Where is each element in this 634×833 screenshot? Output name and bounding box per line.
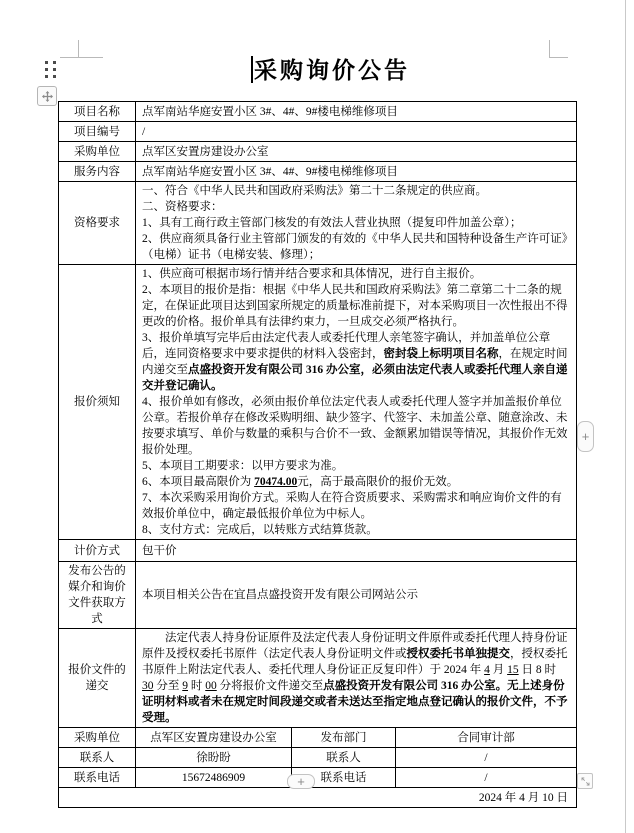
footer-contact-label[interactable]: 联系人 — [59, 748, 136, 768]
add-row-button[interactable]: + — [287, 774, 315, 789]
row-label-submission[interactable]: 报价文件的递交 — [59, 629, 136, 728]
table-row — [59, 788, 577, 808]
notice-cell[interactable] — [136, 265, 577, 540]
main-table — [58, 101, 577, 808]
paragraph[interactable]: 4、报价单如有修改，必须由报价单位法定代表人或委托代理人签字并加盖报价单位公章。若报价单存在修改采购明细、缺少签字、代签字、未加盖公章、随意涂改、未按要求填写、单价与数量的乘积与合价不一致、金额累加错误等情况，其报价作无效报价处理。 — [142, 396, 568, 456]
paragraph[interactable]: 3、报价单填写完毕后由法定代表人或委托代理人亲笔签字确认，并加盖单位公章后，连同资格要求中要求提供的材料入袋密封，密封袋上标明项目名称，在规定时间内递交至点盛投资开发有限公司 316 办公室，必须由法定代表人或委托代理人亲自递交并登记确认。 — [142, 332, 568, 392]
table-row — [59, 162, 577, 182]
paragraph[interactable]: 2、供应商须具备行业主管部门颁发的有效的《中华人民共和国特种设备生产许可证》（电梯）证书（电梯安装、修理）； — [142, 233, 568, 261]
row-label-service-content[interactable]: 服务内容 — [59, 162, 136, 182]
paragraph[interactable]: 5、本项目工期要求：以甲方要求为准。 — [142, 460, 344, 472]
table-row — [59, 122, 577, 142]
row-value-project-name[interactable]: 点军南站华庭安置小区 3#、4#、9#楼电梯维修项目 — [136, 102, 577, 122]
paragraph[interactable]: 1、具有工商行政主管部门核发的有效法人营业执照（提复印件加盖公章）； — [142, 217, 522, 229]
row-label-project-number[interactable]: 项目编号 — [59, 122, 136, 142]
date-cell[interactable]: 2024 年 4 月 10 日 — [59, 788, 577, 808]
footer-purchaser-label[interactable]: 采购单位 — [59, 728, 136, 748]
drag-dots-icon[interactable] — [45, 61, 57, 79]
table-row — [59, 265, 577, 540]
table-row — [59, 540, 577, 562]
footer-phone2-value[interactable]: / — [396, 768, 577, 788]
text-caret — [251, 56, 253, 83]
footer-phone2-label[interactable]: 联系电话 — [292, 768, 396, 788]
footer-purchaser-value[interactable]: 点军区安置房建设办公室 — [136, 728, 292, 748]
qualification-cell[interactable] — [136, 182, 577, 265]
row-label-qualification[interactable]: 资格要求 — [59, 182, 136, 265]
paragraph[interactable]: 1、供应商可根据市场行情并结合要求和具体情况，进行自主报价。 — [142, 268, 482, 280]
row-value-service-content[interactable]: 点军南站华庭安置小区 3#、4#、9#楼电梯维修项目 — [136, 162, 577, 182]
footer-phone-label[interactable]: 联系电话 — [59, 768, 136, 788]
paragraph[interactable]: 8、支付方式：完成后，以转账方式结算货款。 — [142, 524, 378, 536]
footer-contact-value[interactable]: 徐盼盼 — [136, 748, 292, 768]
title-row — [73, 56, 591, 84]
paragraph[interactable]: 2、本项目的报价是指：根据《中华人民共和国政府采购法》第二章第二十二条的规定，在保证此项目达到国家所规定的质量标准前提下，对本采购项目一次性报出不得更改的价格。报价单具有法律约束力，一旦成交必须严格执行。 — [142, 284, 568, 328]
submission-cell[interactable] — [136, 629, 577, 728]
row-label-project-name[interactable]: 项目名称 — [59, 102, 136, 122]
page-edge-line — [625, 0, 626, 833]
row-label-purchaser[interactable]: 采购单位 — [59, 142, 136, 162]
move-cross-icon — [41, 90, 54, 103]
table-row — [59, 748, 577, 768]
footer-dept-label[interactable]: 发布部门 — [292, 728, 396, 748]
row-value-purchaser[interactable]: 点军区安置房建设办公室 — [136, 142, 577, 162]
table-row — [59, 182, 577, 265]
paragraph[interactable]: 7、本次采购采用询价方式。采购人在符合资质要求、采购需求和响应询价文件的有效报价单位中，确定最低报价单位为中标人。 — [142, 492, 562, 520]
row-label-pricing[interactable]: 计价方式 — [59, 540, 136, 562]
row-value-pricing[interactable]: 包干价 — [136, 540, 577, 562]
table-row — [59, 102, 577, 122]
paragraph[interactable]: 一、符合《中华人民共和国政府采购法》第二十二条规定的供应商。 — [142, 185, 487, 197]
resize-diagonal-icon — [580, 776, 591, 787]
table-row — [59, 768, 577, 788]
page-title[interactable]: 采购询价公告 — [254, 57, 410, 83]
table-move-handle[interactable] — [37, 86, 57, 106]
row-value-media[interactable]: 本项目相关公告在宜昌点盛投资开发有限公司网站公示 — [136, 562, 577, 629]
table-row — [59, 629, 577, 728]
row-label-media[interactable]: 发布公告的媒介和询价文件获取方式 — [59, 562, 136, 629]
table-row — [59, 142, 577, 162]
footer-dept-value[interactable]: 合同审计部 — [396, 728, 577, 748]
footer-contact2-value[interactable]: / — [396, 748, 577, 768]
row-value-project-number[interactable]: / — [136, 122, 577, 142]
paragraph[interactable]: 6、本项目最高限价为 70474.00元，高于最高限价的报价无效。 — [142, 476, 459, 488]
add-column-button[interactable]: + — [577, 421, 594, 452]
paragraph[interactable]: 二、资格要求： — [142, 201, 223, 213]
table-resize-handle[interactable] — [577, 773, 593, 789]
paragraph[interactable]: 法定代表人持身份证原件及法定代表人身份证明文件原件或委托代理人持身份证原件及授权委托书原件（法定代表人身份证明文件或授权委托书单独提交，授权委托书原件上附法定代表人、委托代理人身份证正反复印件）于 2024 年 4 月 15 日 8 时 30 分至 9 时 00 分将报价文件递交至点盛投资开发有限公司 316 办公室。无上述身份证明材料或者未在规定时间段递交或者未送达至指定地点登记确认的报价文件，不予受理。 — [142, 632, 568, 724]
table-row — [59, 728, 577, 748]
row-label-notice[interactable]: 报价须知 — [59, 265, 136, 540]
footer-contact2-label[interactable]: 联系人 — [292, 748, 396, 768]
footer-phone-value[interactable]: 15672486909 — [136, 768, 292, 788]
table-row — [59, 562, 577, 629]
